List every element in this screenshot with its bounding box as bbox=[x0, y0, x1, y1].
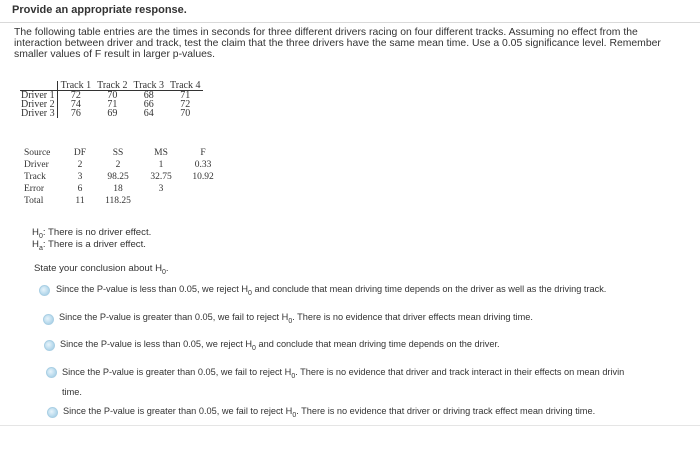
table-cell: Error bbox=[24, 184, 45, 194]
table-row bbox=[24, 159, 223, 171]
table-cell: 118.25 bbox=[105, 196, 131, 206]
option-5-label[interactable] bbox=[63, 406, 595, 419]
option-text: and conclude that mean driving time depends on the driver as well as the driving track. bbox=[251, 284, 607, 294]
problem-line-1: The following table entries are the times in seconds for three different drivers racing on four different tracks. Assuming no effect from the bbox=[14, 27, 638, 38]
prompt-subscript: 0 bbox=[162, 268, 166, 276]
column-header: MS bbox=[154, 148, 168, 158]
hypothesis-subscript: a bbox=[38, 244, 43, 252]
table-cell: 2 bbox=[115, 160, 121, 170]
table-cell: Total bbox=[24, 196, 44, 206]
column-header: Track 4 bbox=[167, 81, 203, 91]
option-2-label[interactable] bbox=[59, 312, 533, 325]
option-subscript: 0 bbox=[248, 289, 252, 297]
bottom-divider bbox=[0, 425, 700, 426]
row-header: Driver 1 bbox=[20, 91, 57, 101]
option-3-label[interactable] bbox=[60, 339, 500, 352]
option-2-radio[interactable] bbox=[43, 314, 54, 325]
option-4-radio[interactable] bbox=[46, 367, 57, 378]
table-cell bbox=[183, 183, 223, 195]
table-cell: Driver bbox=[24, 160, 49, 170]
table-cell: 98.25 bbox=[107, 172, 129, 182]
option-subscript: 0 bbox=[288, 317, 293, 325]
table-cell: 74 bbox=[70, 99, 81, 110]
problem-line-3: smaller values of F result in larger p-values. bbox=[14, 49, 215, 61]
question-header-bar bbox=[0, 0, 700, 23]
column-header: Track 3 bbox=[131, 81, 167, 91]
column-header: Track 1 bbox=[57, 81, 94, 91]
table-cell bbox=[183, 195, 223, 207]
hypothesis-subscript: 0 bbox=[38, 232, 43, 240]
anova-header-row bbox=[24, 147, 223, 159]
table-cell: 3 bbox=[77, 172, 83, 182]
question-prompt bbox=[34, 263, 169, 276]
table-cell: 0.33 bbox=[194, 160, 212, 170]
option-subscript: 0 bbox=[292, 411, 297, 419]
null-hypothesis bbox=[32, 227, 151, 240]
problem-statement bbox=[14, 27, 700, 61]
option-4-label[interactable] bbox=[62, 367, 624, 380]
table-row bbox=[24, 183, 223, 195]
table-cell: 70 bbox=[107, 90, 118, 101]
option-text: and conclude that mean driving time depends on the driver. bbox=[255, 339, 500, 349]
row-header: Driver 3 bbox=[20, 109, 57, 118]
table-cell: 69 bbox=[107, 108, 118, 119]
option-text: . There is no evidence that driver and track interact in their effects on mean drivin bbox=[295, 367, 625, 377]
option-subscript: 0 bbox=[252, 344, 256, 352]
table-cell: 72 bbox=[180, 99, 191, 110]
table-cell: 68 bbox=[143, 90, 154, 101]
prompt-text: State your conclusion about H bbox=[34, 263, 162, 274]
alternative-hypothesis-text: : There is a driver effect. bbox=[42, 239, 146, 250]
table-row bbox=[24, 195, 223, 207]
hypothesis-symbol: H bbox=[32, 227, 39, 238]
table-cell: 1 bbox=[158, 160, 164, 170]
option-text: Since the P-value is greater than 0.05, we fail to reject H bbox=[63, 406, 293, 416]
table-cell bbox=[139, 195, 183, 207]
problem-line-2: interaction between driver and track, test the claim that the three drivers have the same mean time. Use a 0.05 significance level. Remember bbox=[14, 38, 661, 50]
option-4-continuation[interactable]: time. bbox=[62, 387, 82, 397]
table-cell: 18 bbox=[113, 184, 123, 194]
table-cell: 72 bbox=[70, 90, 81, 101]
option-text: . There is no evidence that driver or driving track effect mean driving time. bbox=[296, 406, 596, 416]
table-cell: 32.75 bbox=[150, 172, 172, 182]
option-1-radio[interactable] bbox=[39, 285, 50, 296]
column-header: SS bbox=[112, 148, 124, 158]
column-header: Track 2 bbox=[94, 81, 130, 91]
option-text: Since the P-value is less than 0.05, we reject H bbox=[56, 284, 249, 294]
column-header: Source bbox=[24, 148, 51, 158]
table-cell: 66 bbox=[143, 99, 154, 110]
table-cell: 76 bbox=[70, 108, 81, 119]
table-cell: 6 bbox=[77, 184, 83, 194]
table-cell: 64 bbox=[143, 108, 154, 119]
table-cell: Track bbox=[24, 172, 46, 182]
column-header: F bbox=[200, 148, 206, 158]
table-cell: 71 bbox=[180, 90, 191, 101]
option-subscript: 0 bbox=[291, 372, 296, 380]
table-cell: 10.92 bbox=[192, 172, 214, 182]
option-text: Since the P-value is less than 0.05, we reject H bbox=[60, 339, 253, 349]
table-cell: 11 bbox=[75, 196, 85, 206]
hypothesis-symbol: H bbox=[32, 239, 39, 250]
option-5-radio[interactable] bbox=[47, 407, 58, 418]
column-header: DF bbox=[73, 148, 87, 158]
null-hypothesis-text: : There is no driver effect. bbox=[42, 227, 152, 238]
table-row bbox=[20, 109, 203, 118]
race-times-table bbox=[20, 81, 203, 118]
table-cell: 70 bbox=[180, 108, 191, 119]
alternative-hypothesis bbox=[32, 239, 146, 252]
table-cell: 71 bbox=[107, 99, 118, 110]
option-3-radio[interactable] bbox=[44, 340, 55, 351]
question-title: Provide an appropriate response. bbox=[12, 4, 187, 16]
prompt-end: . bbox=[165, 263, 169, 274]
table-cell: 2 bbox=[77, 160, 83, 170]
table-row bbox=[24, 171, 223, 183]
row-header: Driver 2 bbox=[20, 100, 57, 109]
option-1-label[interactable] bbox=[56, 284, 606, 297]
option-text: . There is no evidence that driver effects mean driving time. bbox=[292, 312, 533, 322]
option-text: Since the P-value is greater than 0.05, we fail to reject H bbox=[62, 367, 292, 377]
option-text: Since the P-value is greater than 0.05, we fail to reject H bbox=[59, 312, 289, 322]
table-cell: 3 bbox=[158, 184, 164, 194]
anova-table bbox=[24, 147, 223, 207]
